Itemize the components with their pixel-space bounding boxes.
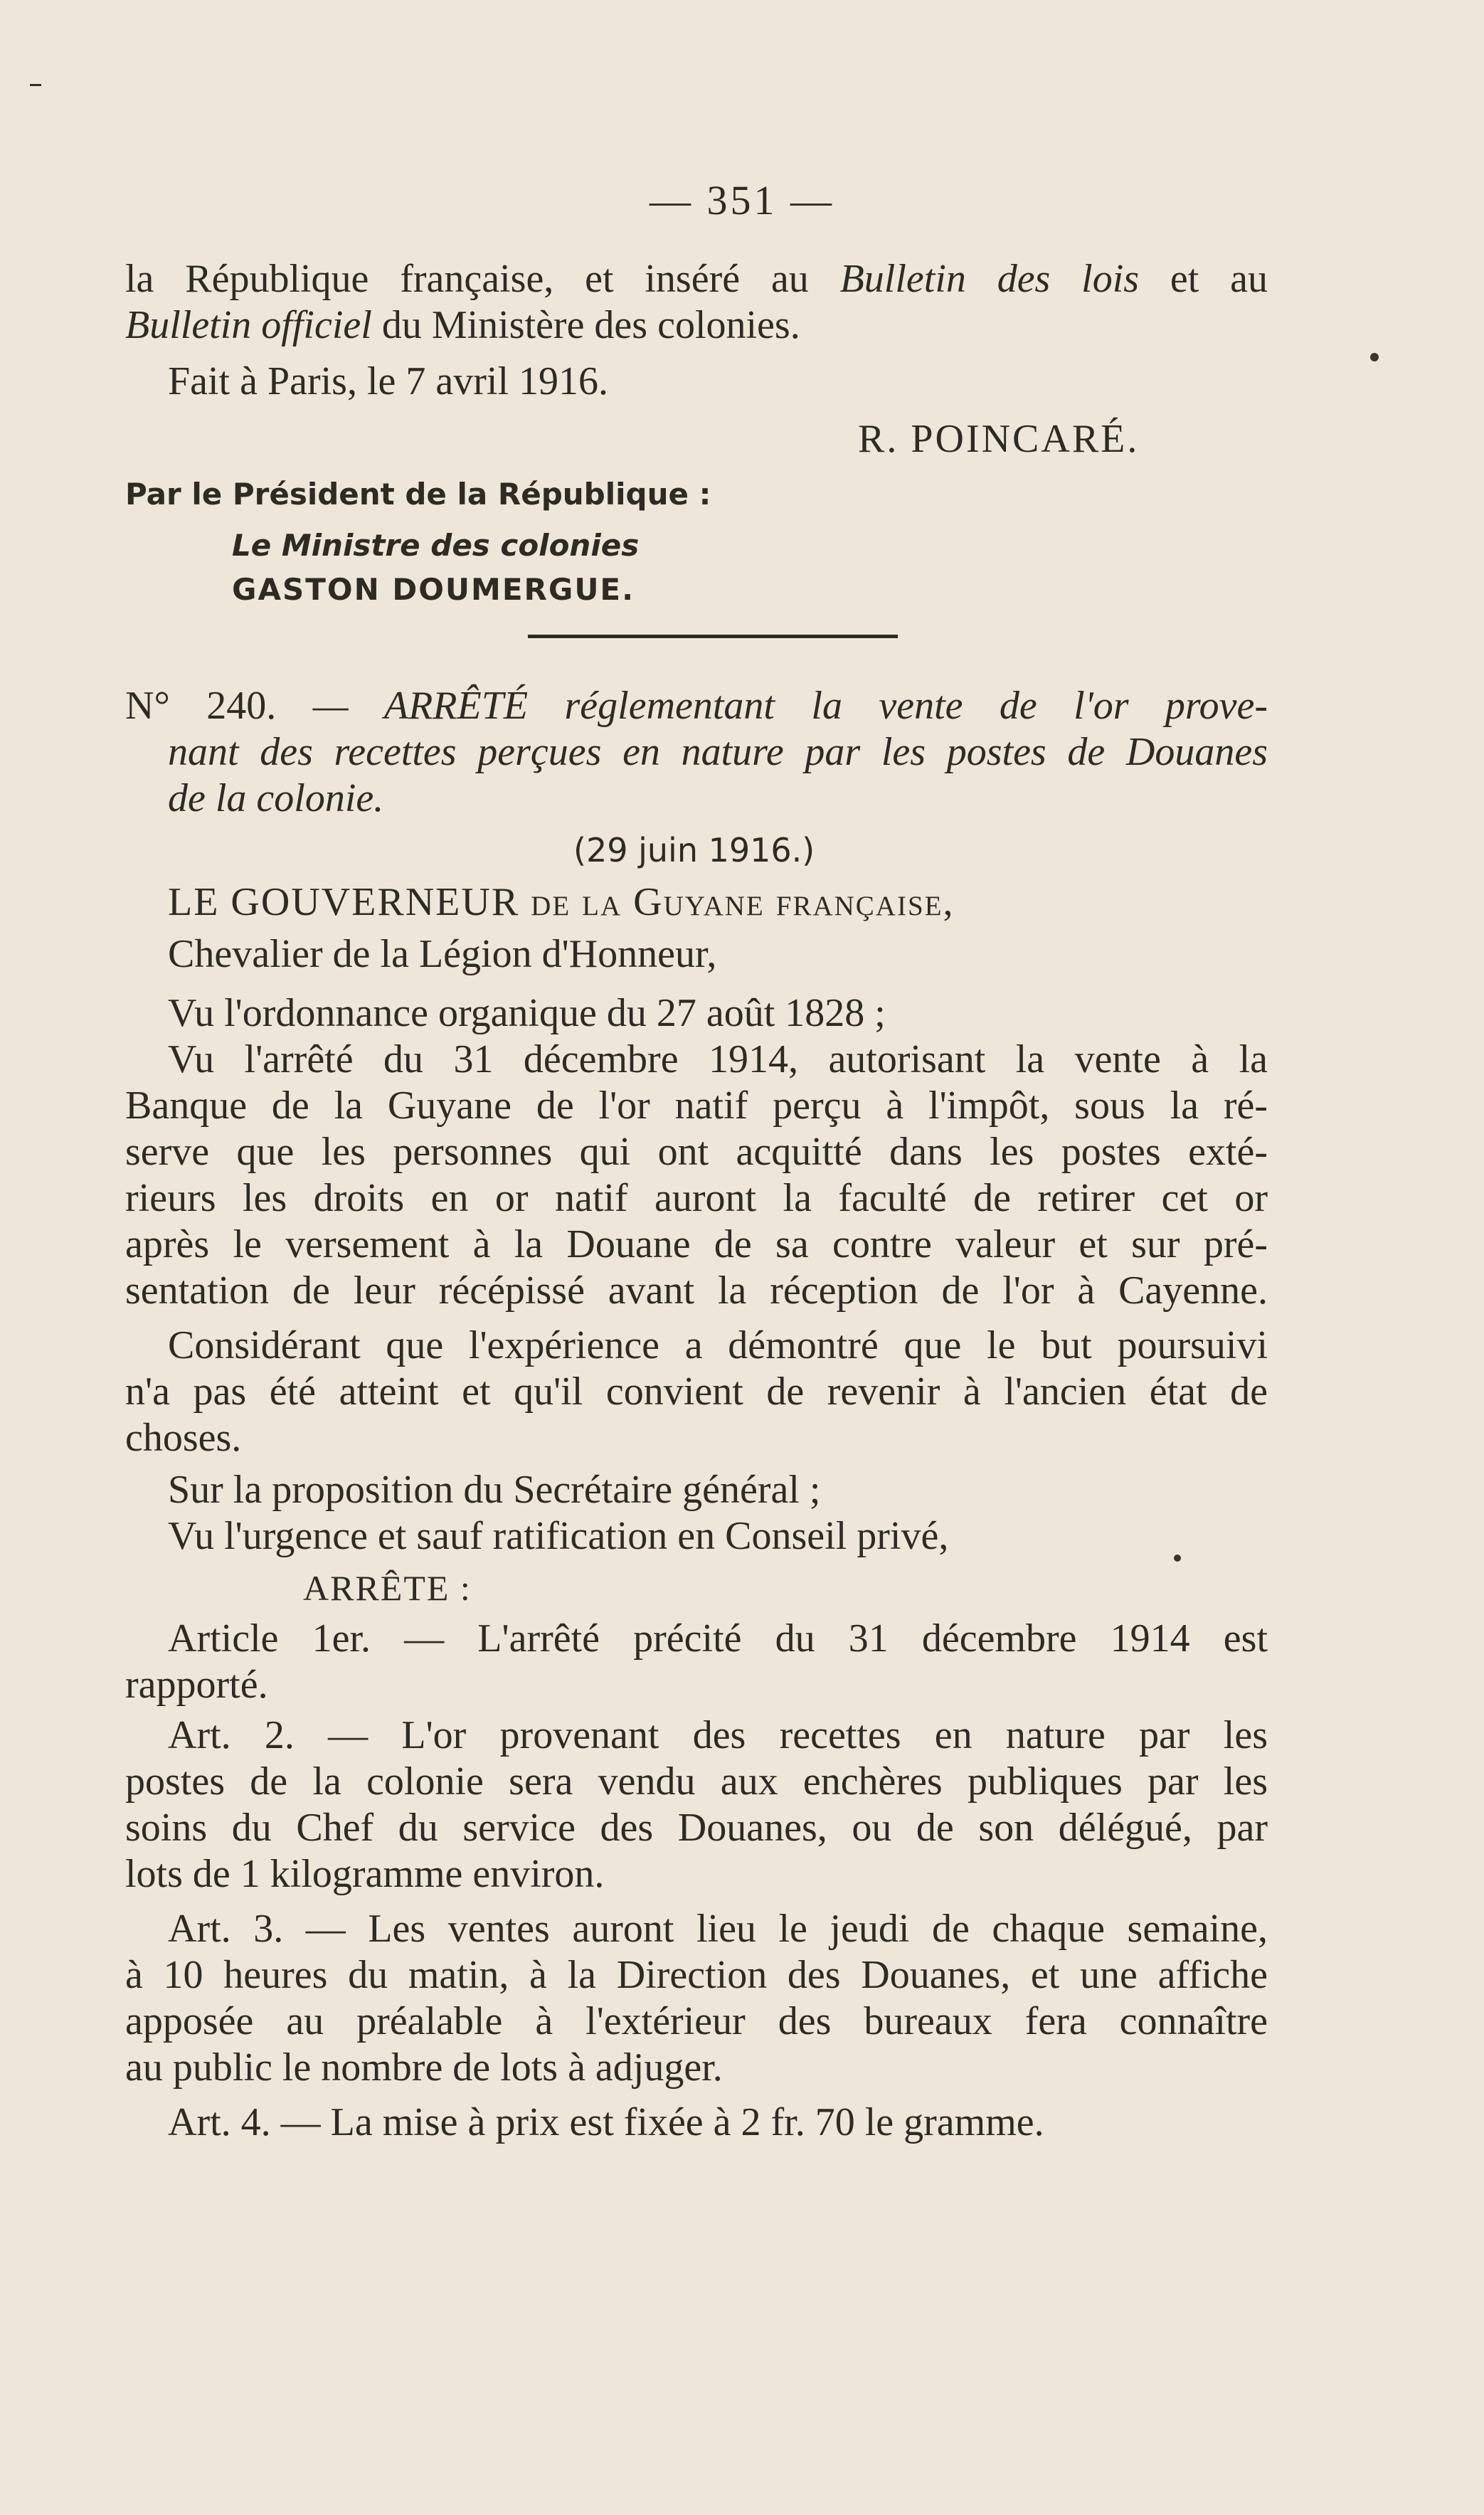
text-line: choses. — [125, 1416, 242, 1460]
decree-title-line: N° 240. — ARRÊTÉ réglementant la vente de l'or prove- — [125, 684, 1268, 728]
considerant-paragraph — [125, 1323, 1268, 1461]
text-line: apposée au préalable à l'extérieur des bureaux fera connaître — [125, 1999, 1268, 2043]
text-line: Article 1er. — L'arrêté précité du 31 décembre 1914 est — [168, 1616, 1268, 1661]
section-divider — [528, 635, 898, 638]
text-line: n'a pas été atteint et qu'il convient de revenir à l'ancien état de — [125, 1370, 1268, 1414]
governor-line: LE GOUVERNEUR de la Guyane française, — [168, 880, 955, 924]
minister-title: Le Ministre des colonies — [232, 528, 640, 563]
by-president-line: Par le Président de la République : — [125, 477, 711, 512]
text-line: Art. 3. — Les ventes auront lieu le jeudi de chaque semaine, — [168, 1907, 1268, 1951]
text-line: Banque de la Guyane de l'or natif perçu à l'impôt, sous la ré- — [125, 1084, 1268, 1128]
text-line: après le versement à la Douane de sa contre valeur et sur pré- — [125, 1222, 1268, 1266]
decree-date: (29 juin 1916.) — [573, 831, 815, 869]
text-line: rieurs les droits en or natif auront la faculté de retirer cet or — [125, 1176, 1268, 1220]
urgence-line: Vu l'urgence et sauf ratification en Conseil privé, — [168, 1514, 949, 1558]
text-line: serve que les personnes qui ont acquitté dans les postes exté- — [125, 1130, 1268, 1174]
article-1 — [125, 1616, 1268, 1708]
text-line: Considérant que l'expérience a démontré que le but poursuivi — [168, 1323, 1268, 1367]
chevalier-line: Chevalier de la Légion d'Honneur, — [168, 932, 717, 976]
text-line: soins du Chef du service des Douanes, ou de son délégué, par — [125, 1806, 1268, 1850]
decree-title-line: nant des recettes perçues en nature par les postes de Douanes — [168, 730, 1268, 774]
decree-240 — [125, 683, 1268, 2146]
text-line: à 10 heures du matin, à la Direction des Douanes, et une affiche — [125, 1953, 1268, 1997]
article-2 — [125, 1712, 1268, 1897]
signature: R. POINCARÉ. — [858, 417, 1140, 461]
ink-speck — [1370, 353, 1379, 361]
vu-ordonnance: Vu l'ordonnance organique du 27 août 1828 ; — [168, 991, 886, 1035]
page-number: — 351 — — [650, 177, 834, 223]
text-line: Vu l'arrêté du 31 décembre 1914, autorisant la vente à la — [168, 1037, 1268, 1081]
text-line: Bulletin officiel du Ministère des colonies. — [125, 303, 800, 347]
text-line: Art. 2. — L'or provenant des recettes en nature par les — [168, 1713, 1268, 1757]
previous-decree-end — [125, 256, 1268, 462]
text-line: postes de la colonie sera vendu aux enchères publiques par les — [125, 1759, 1268, 1804]
text-line: rapporté. — [125, 1663, 268, 1707]
text-line: au public le nombre de lots à adjuger. — [125, 2045, 723, 2090]
article-4: Art. 4. — La mise à prix est fixée à 2 fr. 70 le gramme. — [168, 2100, 1044, 2144]
proposition-line: Sur la proposition du Secrétaire général ; — [168, 1468, 821, 1512]
decree-title-line: de la colonie. — [168, 776, 384, 820]
vu-arrete-paragraph — [125, 1037, 1268, 1314]
text-line: sentation de leur récépissé avant la réception de l'or à Cayenne. — [125, 1269, 1268, 1313]
arrete-heading: ARRÊTE : — [303, 1568, 472, 1608]
date-line: Fait à Paris, le 7 avril 1916. — [168, 359, 609, 403]
article-3 — [125, 1906, 1268, 2091]
margin-mark — [30, 84, 41, 86]
text-line: la République française, et inséré au Bulletin des lois et au — [125, 257, 1268, 301]
text-line: lots de 1 kilogramme environ. — [125, 1852, 605, 1896]
minister-name: GASTON DOUMERGUE. — [232, 572, 635, 607]
